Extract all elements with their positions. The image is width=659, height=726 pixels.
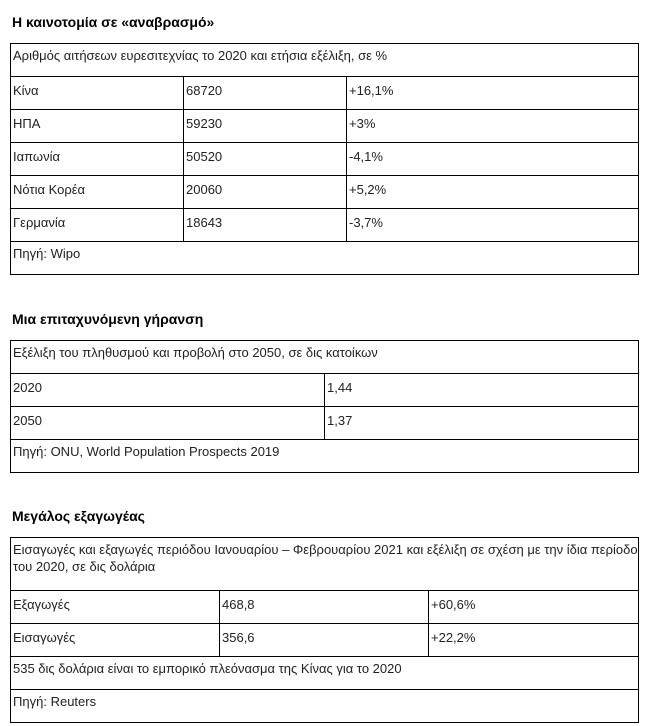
value-cell: 20060 [184, 176, 347, 209]
table-caption-row [11, 538, 639, 591]
table-caption-row [11, 44, 639, 77]
change-cell: -3,7% [347, 209, 639, 242]
label-cell: Εισαγωγές [11, 624, 220, 657]
value-cell: 50520 [184, 143, 347, 176]
year-cell: 2020 [11, 374, 325, 407]
table-source-row [11, 242, 639, 275]
table-source-row [11, 690, 639, 723]
table-row [11, 77, 639, 110]
table-note-row [11, 657, 639, 690]
table-patent-applications [10, 43, 639, 275]
country-cell: Νότια Κορέα [11, 176, 184, 209]
table-caption: Εισαγωγές και εξαγωγές περιόδου Ιανουαρίου – Φεβρουαρίου 2021 και εξέλιξη σε σχέση με την ίδια περίοδο του 2020, σε δις δολάρια [11, 538, 639, 591]
change-cell: +60,6% [429, 591, 639, 624]
section-heading-innovation: Η καινοτομία σε «αναβρασμό» [12, 14, 215, 30]
table-row [11, 209, 639, 242]
value-cell: 68720 [184, 77, 347, 110]
value-cell: 356,6 [220, 624, 429, 657]
change-cell: +16,1% [347, 77, 639, 110]
country-cell: ΗΠΑ [11, 110, 184, 143]
table-row [11, 591, 639, 624]
value-cell: 1,37 [325, 407, 639, 440]
year-cell: 2050 [11, 407, 325, 440]
table-source-row [11, 440, 639, 473]
table-caption: Εξέλιξη του πληθυσμού και προβολή στο 2050, σε δις κατοίκων [11, 341, 639, 374]
section-heading-aging: Μια επιταχυνόμενη γήρανση [12, 311, 204, 327]
table-note: 535 δις δολάρια είναι το εμπορικό πλεόνασμα της Κίνας για το 2020 [11, 657, 639, 690]
table-trade [10, 537, 639, 723]
value-cell: 18643 [184, 209, 347, 242]
table-source: Πηγή: Wipo [11, 242, 639, 275]
table-row [11, 407, 639, 440]
table-row [11, 143, 639, 176]
value-cell: 468,8 [220, 591, 429, 624]
value-cell: 1,44 [325, 374, 639, 407]
table-row [11, 176, 639, 209]
table-row [11, 374, 639, 407]
change-cell: +22,2% [429, 624, 639, 657]
country-cell: Κίνα [11, 77, 184, 110]
table-population [10, 340, 639, 473]
value-cell: 59230 [184, 110, 347, 143]
section-heading-exporter: Μεγάλος εξαγωγέας [12, 508, 145, 524]
table-caption-row [11, 341, 639, 374]
country-cell: Γερμανία [11, 209, 184, 242]
change-cell: -4,1% [347, 143, 639, 176]
table-source: Πηγή: Reuters [11, 690, 639, 723]
table-row [11, 624, 639, 657]
change-cell: +5,2% [347, 176, 639, 209]
label-cell: Εξαγωγές [11, 591, 220, 624]
table-caption: Αριθμός αιτήσεων ευρεσιτεχνίας το 2020 και ετήσια εξέλιξη, σε % [11, 44, 639, 77]
change-cell: +3% [347, 110, 639, 143]
table-source: Πηγή: ONU, World Population Prospects 2019 [11, 440, 639, 473]
table-row [11, 110, 639, 143]
country-cell: Ιαπωνία [11, 143, 184, 176]
